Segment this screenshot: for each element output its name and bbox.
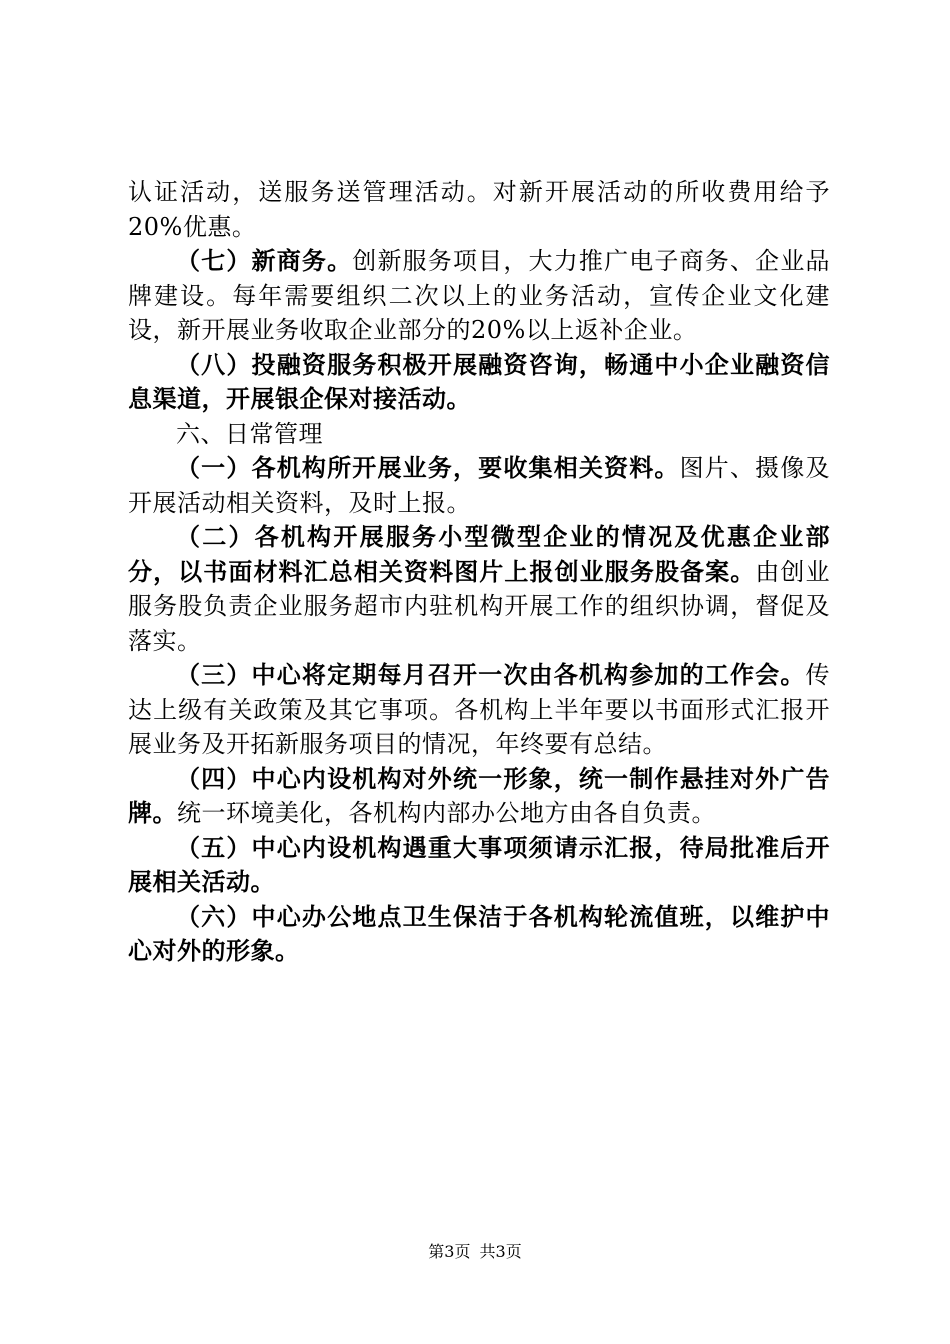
paragraph-8: （四）中心内设机构对外统一形象，统一制作悬挂对外广告牌。统一环境美化，各机构内部办公地方由各自负责。 <box>128 764 830 827</box>
paragraph-10: （六）中心办公地点卫生保洁于各机构轮流值班，以维护中心对外的形象。 <box>128 902 830 965</box>
paragraph-5: （一）各机构所开展业务，要收集相关资料。图片、摄像及开展活动相关资料，及时上报。 <box>128 454 831 517</box>
paragraph-2: （七）新商务。创新服务项目，大力推广电子商务、企业品牌建设。每年需要组织二次以上的业务活动，宣传企业文化建设，新开展业务收取企业部分的20%以上返补企业。 <box>128 247 831 344</box>
paragraph-1: 认证活动，送服务送管理活动。对新开展活动的所收费用给予20%优惠。 <box>128 178 830 241</box>
section-heading: 六、日常管理 <box>176 419 323 448</box>
paragraph-7: （三）中心将定期每月召开一次由各机构参加的工作会。传达上级有关政策及其它事项。各机构上半年要以书面形式汇报开展业务及开拓新服务项目的情况，年终要有总结。 <box>128 661 830 758</box>
page-number: 第3页 <box>428 1242 471 1261</box>
paragraph-9: （五）中心内设机构遇重大事项须请示汇报，待局批准后开展相关活动。 <box>128 833 830 896</box>
page-footer <box>0 1242 950 1262</box>
paragraph-6: （二）各机构开展服务小型微型企业的情况及优惠企业部分，以书面材料汇总相关资料图片上报创业服务股备案。由创业服务股负责企业服务超市内驻机构开展工作的组织协调，督促及落实。 <box>128 523 831 655</box>
paragraph-3: （八）投融资服务积极开展融资咨询，畅通中小企业融资信息渠道，开展银企保对接活动。 <box>128 350 830 413</box>
document-body <box>128 175 830 969</box>
page-total: 共3页 <box>479 1242 522 1261</box>
